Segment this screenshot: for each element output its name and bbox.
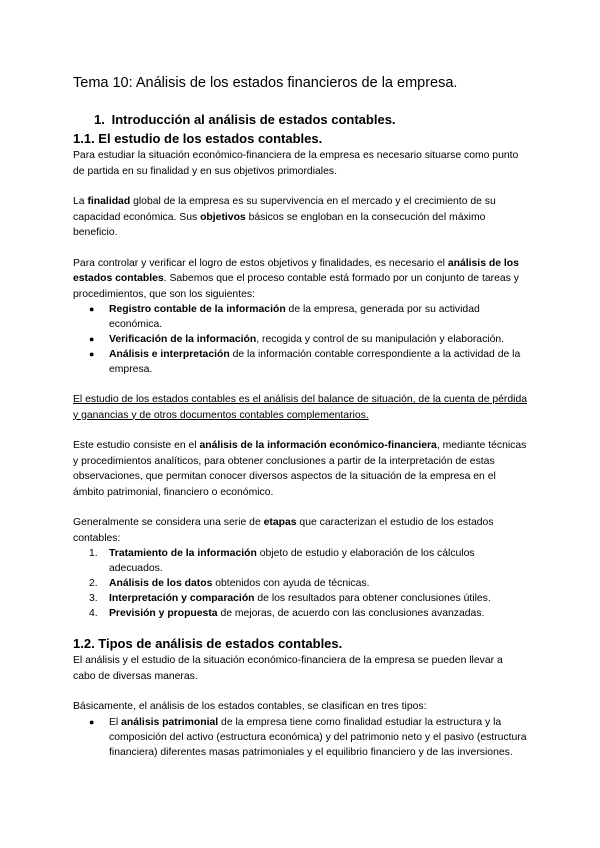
bullet-icon: ● (89, 334, 95, 344)
bold-term: objetivos (200, 211, 246, 223)
text-run: de la información contable correspondiente a la actividad de la empresa. (109, 349, 521, 375)
subsection-heading-1-2: 1.2. Tipos de análisis de estados contables. (73, 636, 343, 651)
document-title: Tema 10: Análisis de los estados financieros de la empresa. (73, 75, 458, 91)
text-run: que caracterizan el estudio de los estados contables: (73, 517, 494, 544)
text-run: de la empresa tiene como finalidad estudiar la estructura y la composición del activo (estructura económica) y del patrimonio neto y el pasivo (estructura financiera) diferentes masas patrimoniales y el equilibrio financiero y de las inversiones. (109, 716, 527, 758)
paragraph-etapas (73, 515, 528, 546)
paragraph-tipos-intro: El análisis y el estudio de la situación económico-financiera de la empresa se pueden llevar a cabo de diversas maneras. (73, 655, 503, 682)
step-number: 3. (89, 593, 98, 604)
bold-term: Interpretación y comparación (109, 593, 255, 604)
document-content (73, 74, 528, 775)
paragraph-underlined (73, 392, 528, 423)
list-item (73, 715, 528, 760)
bold-term: análisis de los estados contables (73, 257, 519, 284)
section-heading-text: Introducción al análisis de estados contables. (111, 112, 396, 127)
bullet-icon: ● (89, 304, 95, 314)
text-run: El (109, 716, 122, 728)
step-number: 4. (89, 608, 98, 619)
text-run: , recogida y control de su manipulación y elaboración. (256, 334, 505, 345)
list-item (73, 347, 528, 377)
paragraph-tipos: Básicamente, el análisis de los estados contables, se clasifican en tres tipos: (73, 701, 427, 712)
bold-term: Análisis e interpretación (109, 349, 230, 360)
bullet-icon: ● (89, 716, 95, 727)
bold-term: Previsión y propuesta (109, 608, 218, 619)
bold-term: Análisis de los datos (109, 578, 213, 589)
bullet-icon: ● (89, 349, 95, 359)
bold-term: Verificación de la información (109, 334, 257, 345)
text-run: obtenidos con ayuda de técnicas. (212, 578, 370, 589)
process-list (73, 302, 528, 377)
paragraph-control (73, 256, 528, 303)
section-heading (94, 112, 528, 128)
step-number: 1. (89, 548, 98, 559)
list-item (73, 332, 528, 347)
bold-term: análisis de la información económico-financiera (199, 440, 437, 451)
bold-term: etapas (263, 517, 297, 528)
bold-term: finalidad (87, 196, 131, 207)
text-run: Generalmente se considera una serie de (73, 517, 264, 528)
text-run: de mejoras, de acuerdo con las conclusiones avanzadas. (217, 608, 485, 619)
text-run: Para controlar y verificar el logro de estos objetivos y finalidades, es necesario el (73, 257, 448, 269)
subsection-heading-1-1: 1.1. El estudio de los estados contables. (73, 131, 323, 146)
text-run: , mediante técnicas y procedimientos analíticos, para obtener conclusiones a partir de la interpretación de estas observaciones, que permitan conocer diversos aspectos de la situación de la empresa en el ámbito patrimonial, financiero o económico. (73, 440, 527, 498)
list-item (73, 606, 528, 621)
paragraph-intro: Para estudiar la situación económico-financiera de la empresa es necesario situarse como punto de partida en su finalidad y en sus objetivos primordiales. (73, 150, 519, 177)
text-run: Este estudio consiste en el (73, 440, 200, 451)
step-number: 2. (89, 578, 98, 589)
list-item (73, 591, 528, 606)
list-item (73, 546, 528, 576)
bold-term: Registro contable de la información (109, 304, 286, 315)
section-number: 1. (94, 112, 105, 127)
bold-term: análisis patrimonial (121, 716, 219, 728)
list-item (73, 302, 528, 332)
paragraph-estudio (73, 438, 528, 500)
steps-list (73, 546, 528, 621)
text-run: La (73, 196, 88, 207)
types-list (73, 715, 528, 760)
bold-term: Tratamiento de la información (109, 548, 257, 559)
text-run: de la empresa, generada por su actividad económica. (109, 304, 480, 330)
text-run: objeto de estudio y elaboración de los cálculos adecuados. (109, 548, 475, 574)
text-run: básicos se engloban en la consecución del máximo beneficio. (73, 211, 486, 238)
text-run: global de la empresa es su supervivencia en el mercado y el crecimiento de su capacidad económica. Sus (73, 196, 496, 223)
text-run: . Sabemos que el proceso contable está formado por un conjunto de tareas y procedimientos, que son los siguientes: (73, 273, 519, 300)
paragraph-finalidad (73, 194, 528, 241)
text-run: de los resultados para obtener conclusiones útiles. (254, 593, 491, 604)
list-item (73, 576, 528, 591)
underlined-text: El estudio de los estados contables es el análisis del balance de situación, de la cuenta de pérdida y ganancias y de otros documentos contables complementarios. (73, 394, 528, 421)
